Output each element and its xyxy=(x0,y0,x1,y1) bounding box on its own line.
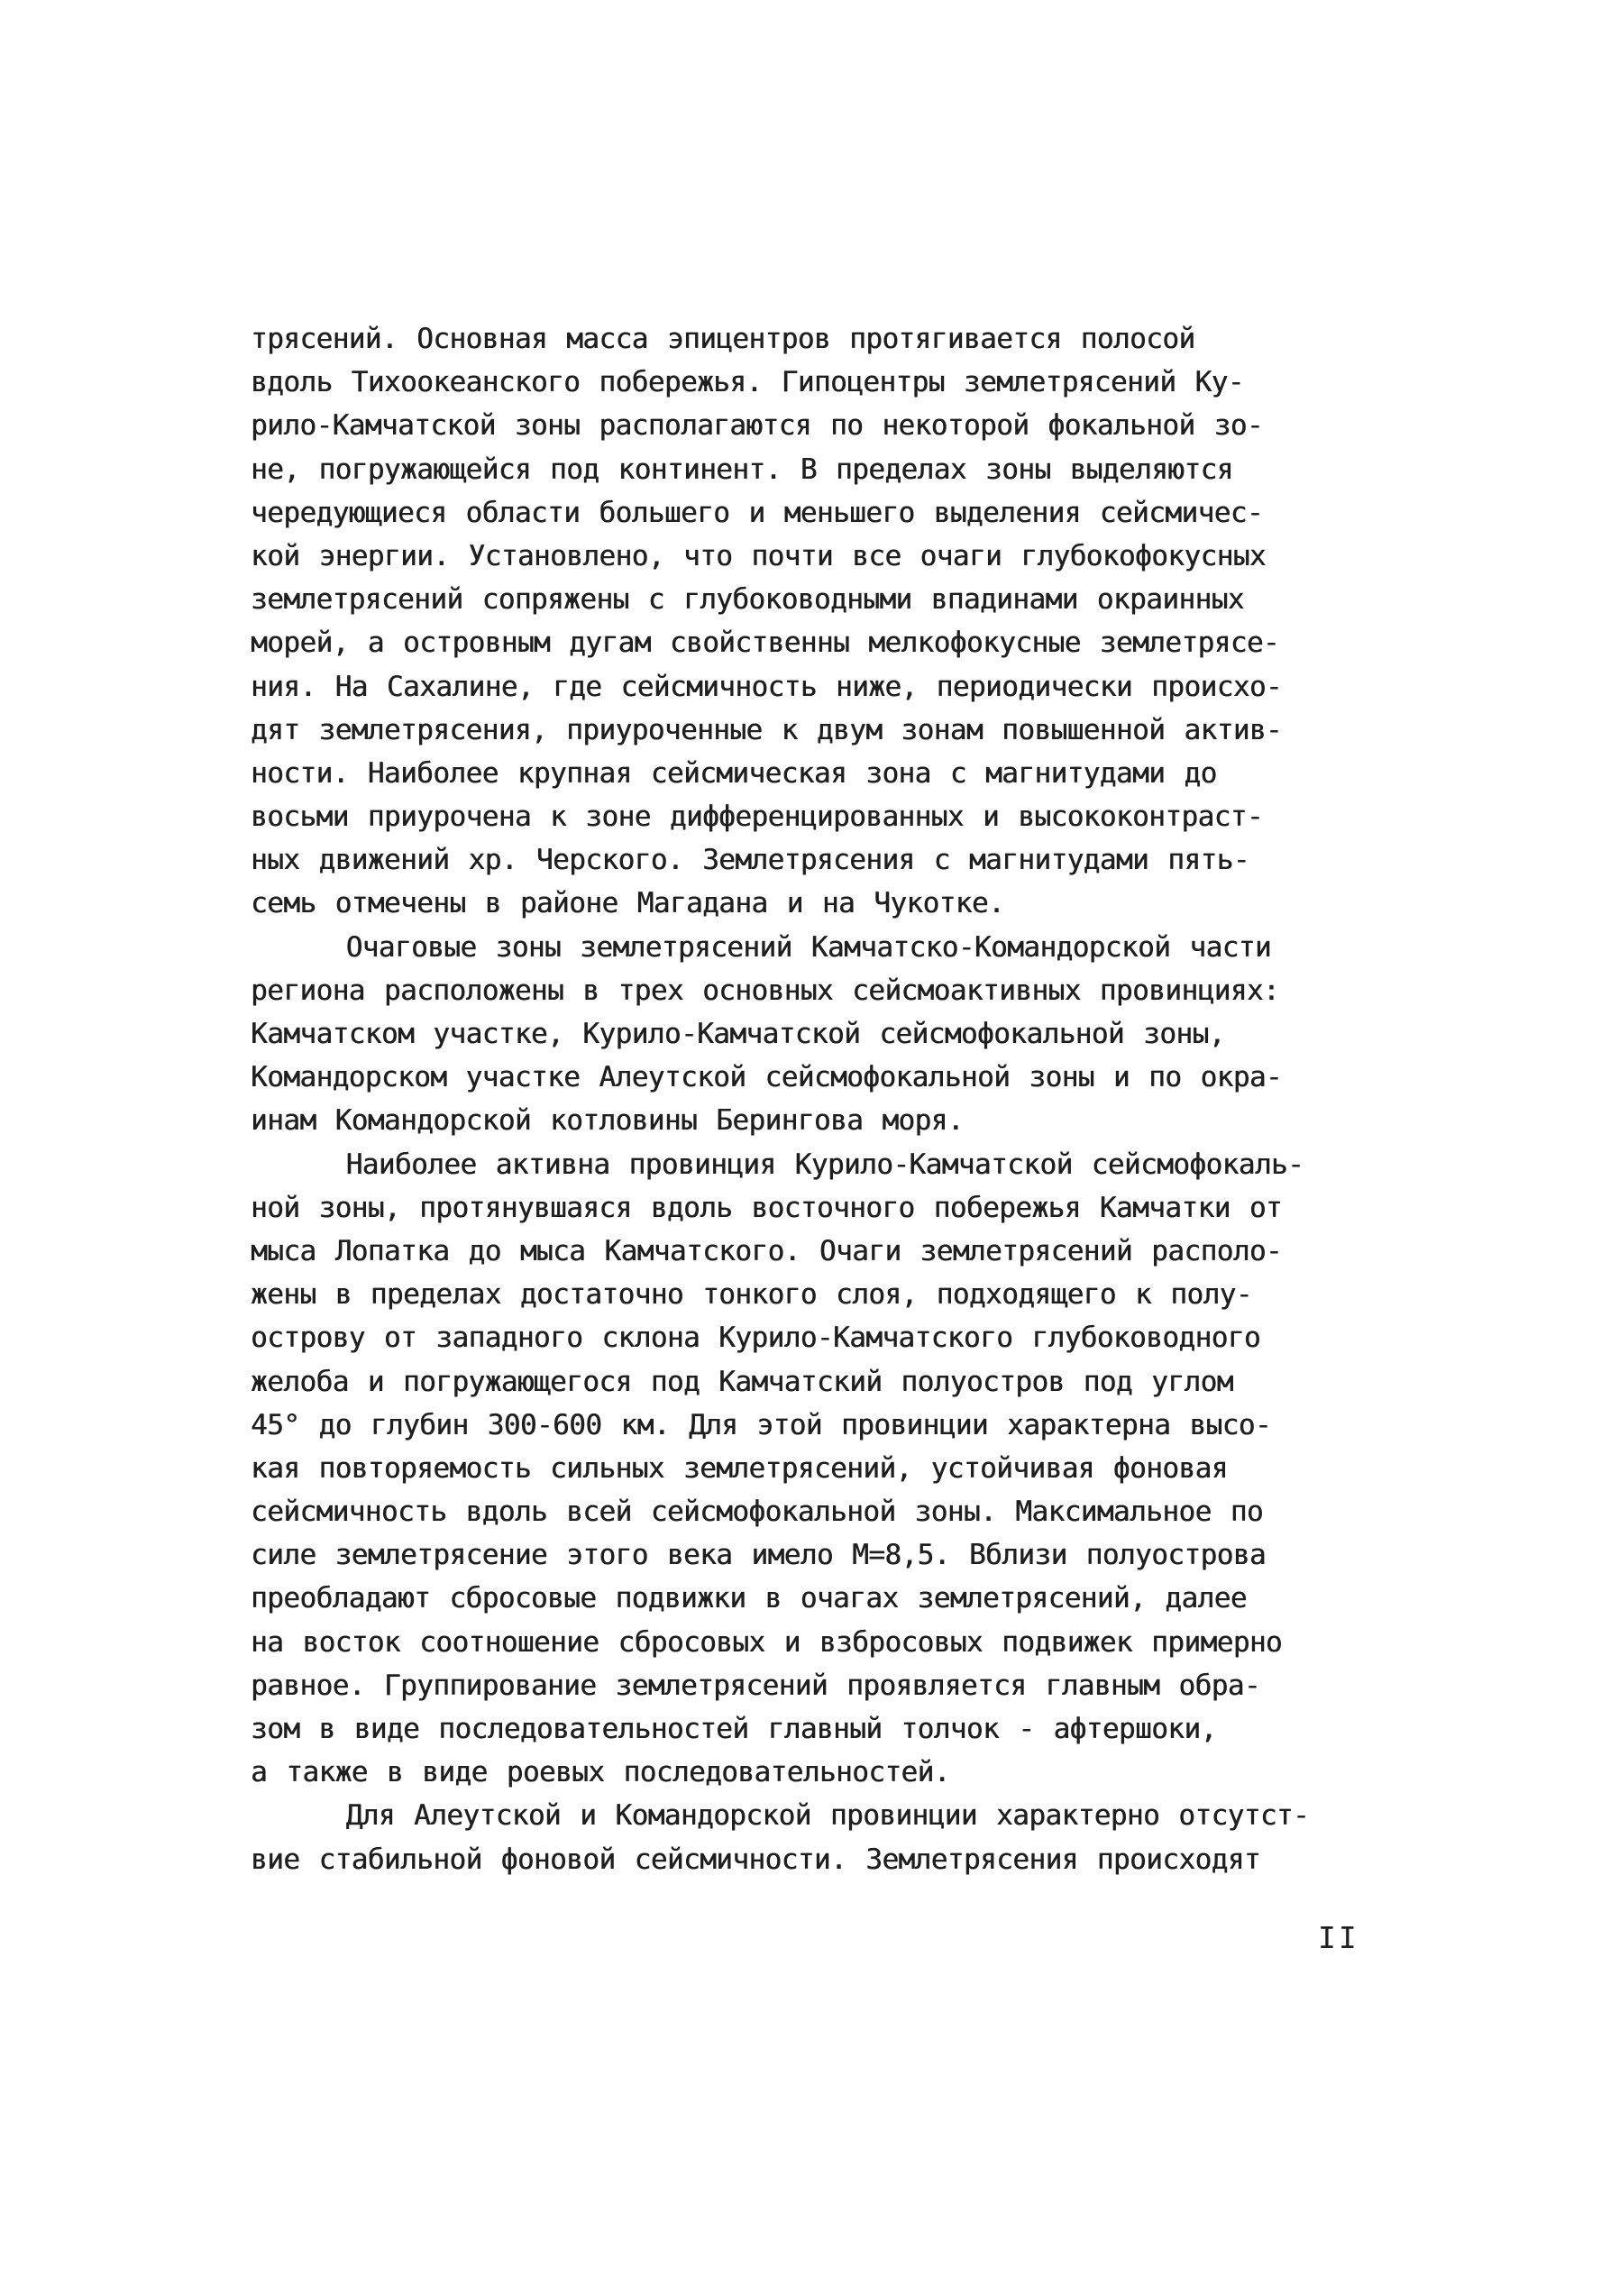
text-line: Камчатском участке, Курило-Камчатской сейсмофокальной зоны, xyxy=(251,1018,1225,1050)
text-line: на восток соотношение сбросовых и взбросовых подвижек примерно xyxy=(251,1625,1283,1659)
text-line: ных движений хр. Черского. Землетрясения с магнитудами пять- xyxy=(251,844,1249,877)
text-line: кая повторяемость сильных землетрясений, устойчивая фоновая xyxy=(251,1451,1228,1485)
text-line: зом в виде последовательностей главный толчок - афтершоки, xyxy=(251,1713,1217,1745)
text-line: 45° до глубин 300-600 км. Для этой провинции характерна высо- xyxy=(251,1408,1271,1441)
text-line: силе землетрясение этого века имело М=8,5. Вблизи полуострова xyxy=(251,1539,1266,1572)
text-line: чередующиеся области большего и меньшего выделения сейсмичес- xyxy=(251,496,1263,529)
text-line: преобладают сбросовые подвижки в очагах землетрясений, далее xyxy=(251,1582,1247,1615)
page-number: II xyxy=(1318,1920,1359,1955)
text-line: кой энергии. Установлено, что почти все очаги глубокофокусных xyxy=(251,539,1266,572)
text-line: ности. Наиболее крупная сейсмическая зона с магнитудами до xyxy=(251,756,1217,790)
text-line: региона расположены в трех основных сейсмоактивных провинциях: xyxy=(251,974,1280,1007)
text-line: землетрясений сопряжены с глубоководными впадинами окраинных xyxy=(251,583,1244,617)
text-line: Командорском участке Алеутской сейсмофокальной зоны и по окра- xyxy=(251,1061,1283,1094)
text-line: Очаговые зоны землетрясений Камчатско-Командорской части xyxy=(251,930,1271,964)
text-line: сейсмичность вдоль всей сейсмофокальной зоны. Максимальное по xyxy=(251,1496,1263,1529)
text-line: жены в пределах достаточно тонкого слоя, подходящего к полу- xyxy=(251,1278,1252,1312)
text-line: острову от западного склона Курило-Камчатского глубоководного xyxy=(251,1322,1260,1355)
text-line: восьми приурочена к зоне дифференцированных и высококонтраст- xyxy=(251,800,1263,834)
text-line: а также в виде роевых последовательностей. xyxy=(251,1756,950,1789)
text-line: трясений. Основная масса эпицентров протягивается полосой xyxy=(251,323,1195,355)
text-line: желоба и погружающегося под Камчатский полуостров под углом xyxy=(251,1365,1233,1398)
text-line: семь отмечены в районе Магадана и на Чукотке. xyxy=(251,887,1005,920)
text-line: вдоль Тихоокеанского побережья. Гипоцентры землетрясений Ку- xyxy=(251,366,1244,399)
text-line: дят землетрясения, приуроченные к двум зонам повышенной актив- xyxy=(251,713,1283,746)
text-line: вие стабильной фоновой сейсмичности. Землетрясения происходят xyxy=(251,1843,1260,1876)
text-line: рило-Камчатской зоны располагаются по некоторой фокальной зо- xyxy=(251,409,1263,443)
text-line: не, погружающейся под континент. В пределах зоны выделяются xyxy=(251,453,1233,486)
text-line: мыса Лопатка до мыса Камчатского. Очаги землетрясений располо- xyxy=(251,1234,1283,1267)
text-line: ной зоны, протянувшаяся вдоль восточного побережья Камчатки от xyxy=(251,1191,1283,1224)
text-line: Для Алеутской и Командорской провинции характерно отсутст- xyxy=(251,1799,1310,1833)
text-line: Наиболее активна провинция Курило-Камчатской сейсмофокаль- xyxy=(251,1148,1304,1181)
text-line: ния. На Сахалине, где сейсмичность ниже, периодически происхо- xyxy=(251,670,1283,703)
text-line: инам Командорской котловины Берингова моря. xyxy=(251,1104,964,1138)
text-line: равное. Группирование землетрясений проявляется главным обра- xyxy=(251,1669,1260,1702)
body-text xyxy=(251,317,1388,1881)
text-line: морей, а островным дугам свойственны мелкофокусные землетрясе- xyxy=(251,627,1280,660)
